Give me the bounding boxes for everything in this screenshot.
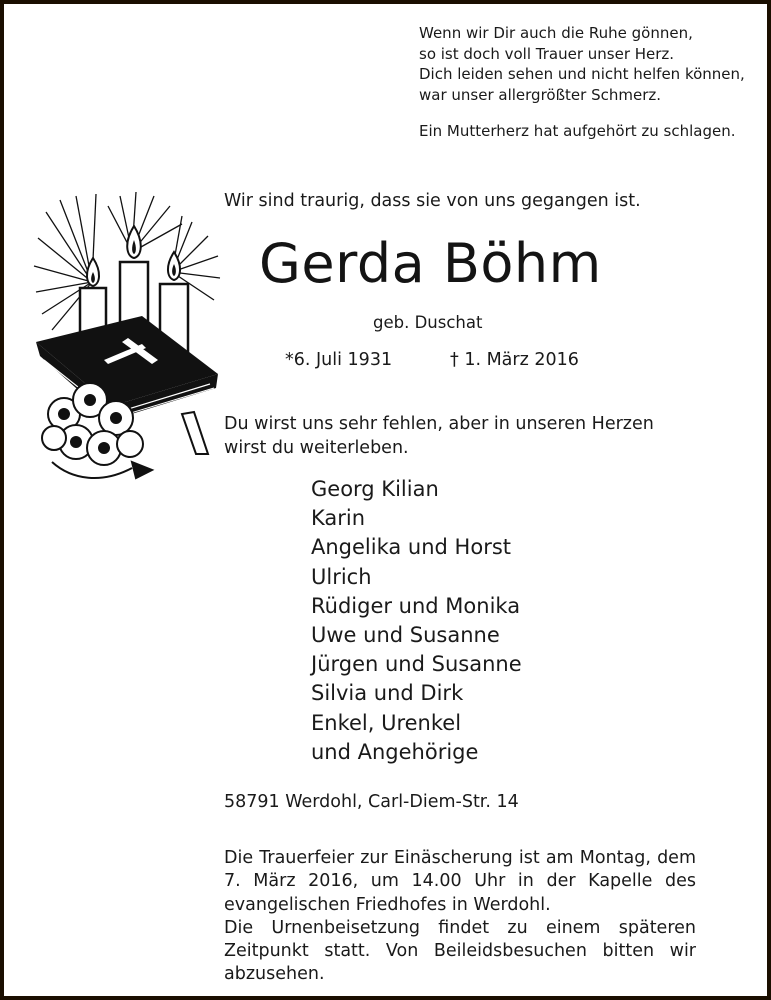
poem-line: so ist doch voll Trauer unser Herz.	[419, 44, 675, 63]
mourners-list	[311, 475, 522, 767]
service-line: Zeitpunkt statt. Von Beileidsbesuchen bitten wir	[224, 941, 696, 962]
intro-text: Wir sind traurig, dass sie von uns gegangen ist.	[224, 191, 641, 211]
mourner-name: Enkel, Urenkel	[311, 710, 462, 735]
poem-spacer	[419, 105, 745, 121]
poem	[419, 23, 745, 142]
poem-line: Dich leiden sehen und nicht helfen können,	[419, 65, 745, 83]
mourner-name: Karin	[311, 506, 366, 531]
deceased-name: Gerda Böhm	[259, 232, 602, 295]
service-info	[224, 847, 696, 987]
candles-bible-flowers-illustration	[32, 192, 227, 497]
poem-line: Wenn wir Dir auch die Ruhe gönnen,	[419, 24, 693, 42]
mourner-name: Ulrich	[311, 564, 372, 589]
mourner-name: Rüdiger und Monika	[311, 593, 521, 618]
mourner-name: Uwe und Susanne	[311, 623, 500, 648]
farewell-line: wirst du weiterleben.	[224, 438, 409, 458]
farewell-line: Du wirst uns sehr fehlen, aber in unseren Herzen	[224, 414, 654, 434]
death-date: † 1. März 2016	[450, 350, 579, 370]
address: 58791 Werdohl, Carl-Diem-Str. 14	[224, 792, 519, 812]
mourner-name: Georg Kilian	[311, 477, 439, 501]
service-line: Die Urnenbeisetzung findet zu einem späteren	[224, 917, 696, 938]
maiden-name: geb. Duschat	[373, 313, 483, 332]
mourner-name: Angelika und Horst	[311, 535, 512, 560]
mourner-name: Silvia und Dirk	[311, 681, 464, 706]
service-line: evangelischen Friedhofes in Werdohl.	[224, 894, 551, 915]
birth-date: *6. Juli 1931	[285, 350, 393, 370]
service-line: Die Trauerfeier zur Einäscherung ist am Montag, dem	[224, 848, 696, 868]
poem-line: war unser allergrößter Schmerz.	[419, 85, 661, 104]
poem-closing: Ein Mutterherz hat aufgehört zu schlagen.	[419, 122, 736, 140]
service-line: abzusehen.	[224, 964, 325, 985]
mourner-name: und Angehörige	[311, 739, 479, 764]
farewell-text	[224, 412, 654, 460]
mourner-name: Jürgen und Susanne	[311, 652, 522, 677]
service-line: 7. März 2016, um 14.00 Uhr in der Kapelle des	[224, 871, 696, 892]
